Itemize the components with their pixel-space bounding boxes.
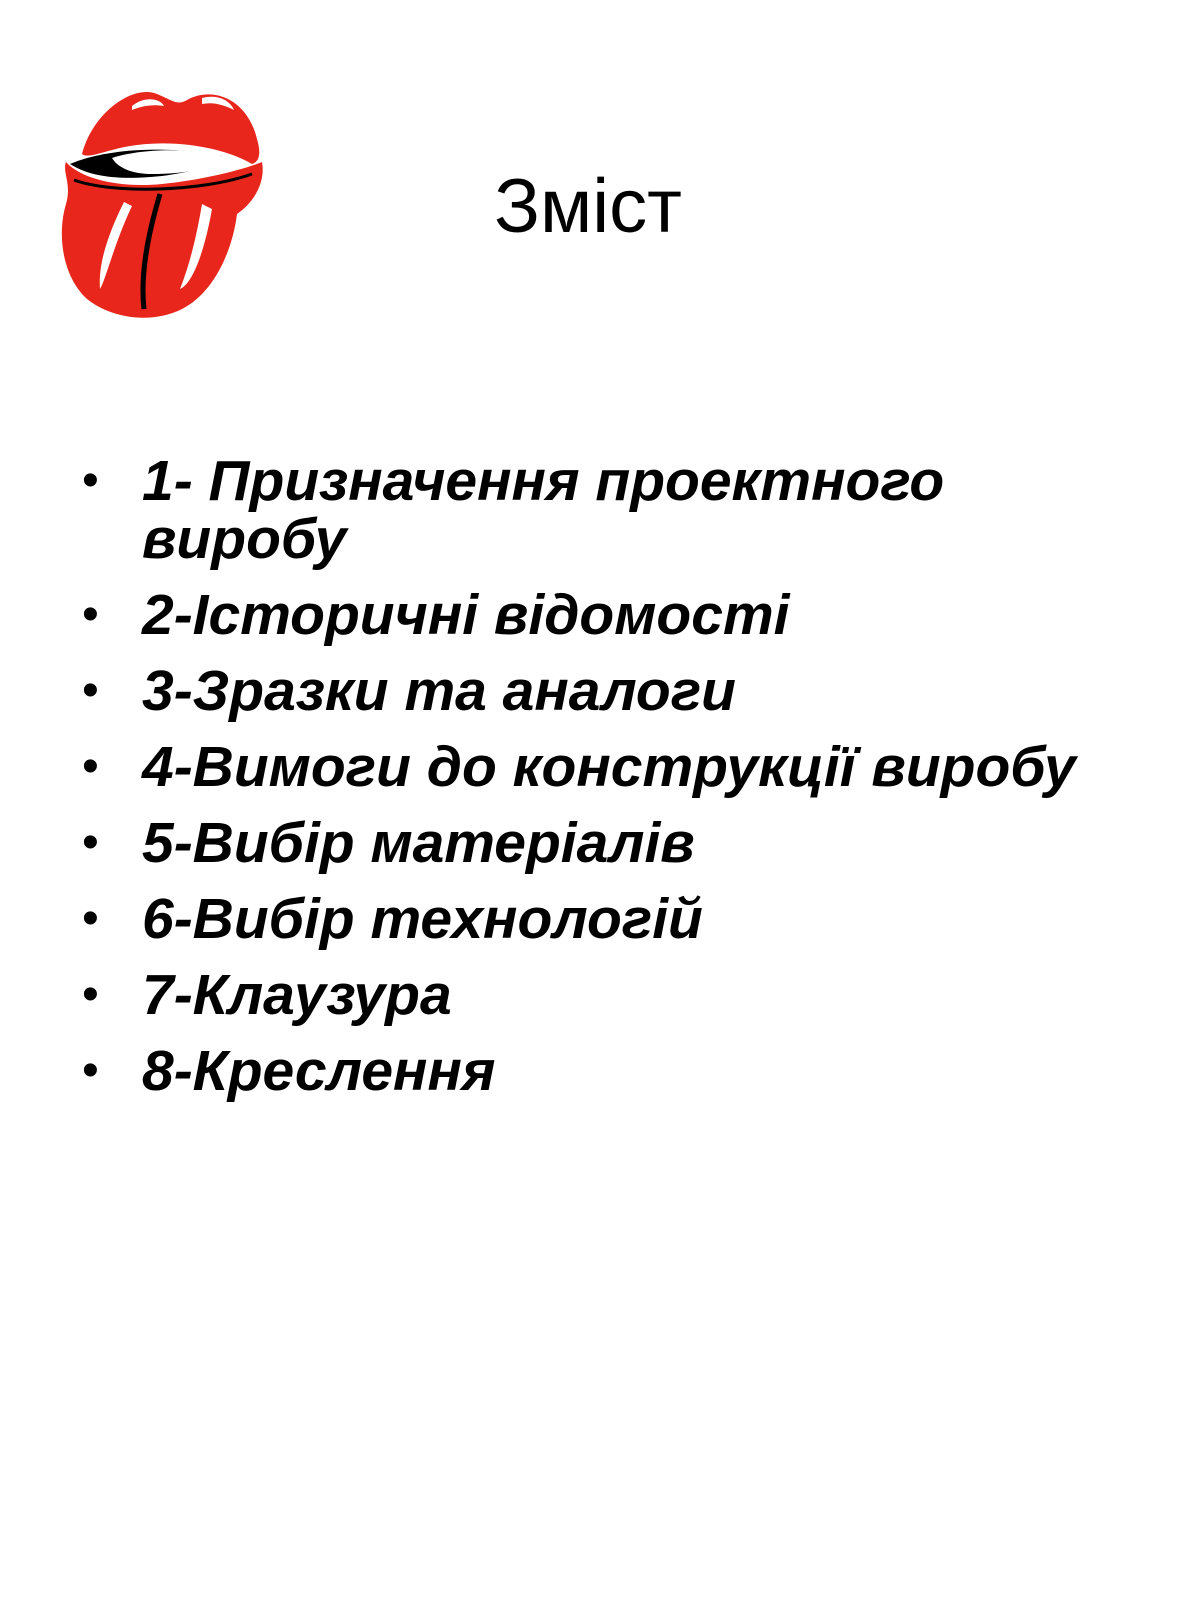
- slide-title-text: Зміст: [494, 163, 682, 249]
- contents-item-text: 7-Клаузура: [142, 963, 452, 1027]
- bullet-icon: •: [82, 454, 99, 507]
- bullet-icon: •: [82, 740, 99, 793]
- contents-item-8: [68, 1039, 1148, 1103]
- contents-item-3: [68, 659, 1148, 723]
- contents-item-text: 1- Призначення проектного виробу: [142, 449, 945, 571]
- contents-item-1: [68, 449, 1148, 571]
- bullet-icon: •: [82, 968, 99, 1021]
- bullet-icon: •: [82, 816, 99, 869]
- bullet-icon: •: [82, 1044, 99, 1097]
- contents-item-text: 6-Вибір технологій: [142, 887, 703, 951]
- contents-item-4: [68, 735, 1148, 799]
- contents-list: [68, 449, 1148, 1118]
- contents-item-text: 2-Історичні відомості: [142, 583, 790, 647]
- bullet-icon: •: [82, 892, 99, 945]
- contents-item-6: [68, 887, 1148, 951]
- contents-item-2: [68, 583, 1148, 647]
- bullet-icon: •: [82, 588, 99, 641]
- contents-item-text: 4-Вимоги до конструкції виробу: [142, 735, 1076, 799]
- contents-item-5: [68, 811, 1148, 875]
- contents-item-7: [68, 963, 1148, 1027]
- slide-title: [0, 163, 1200, 249]
- bullet-icon: •: [82, 664, 99, 717]
- contents-item-text: 5-Вибір матеріалів: [142, 811, 695, 875]
- contents-item-text: 3-Зразки та аналоги: [142, 659, 736, 723]
- contents-item-text: 8-Креслення: [142, 1039, 496, 1103]
